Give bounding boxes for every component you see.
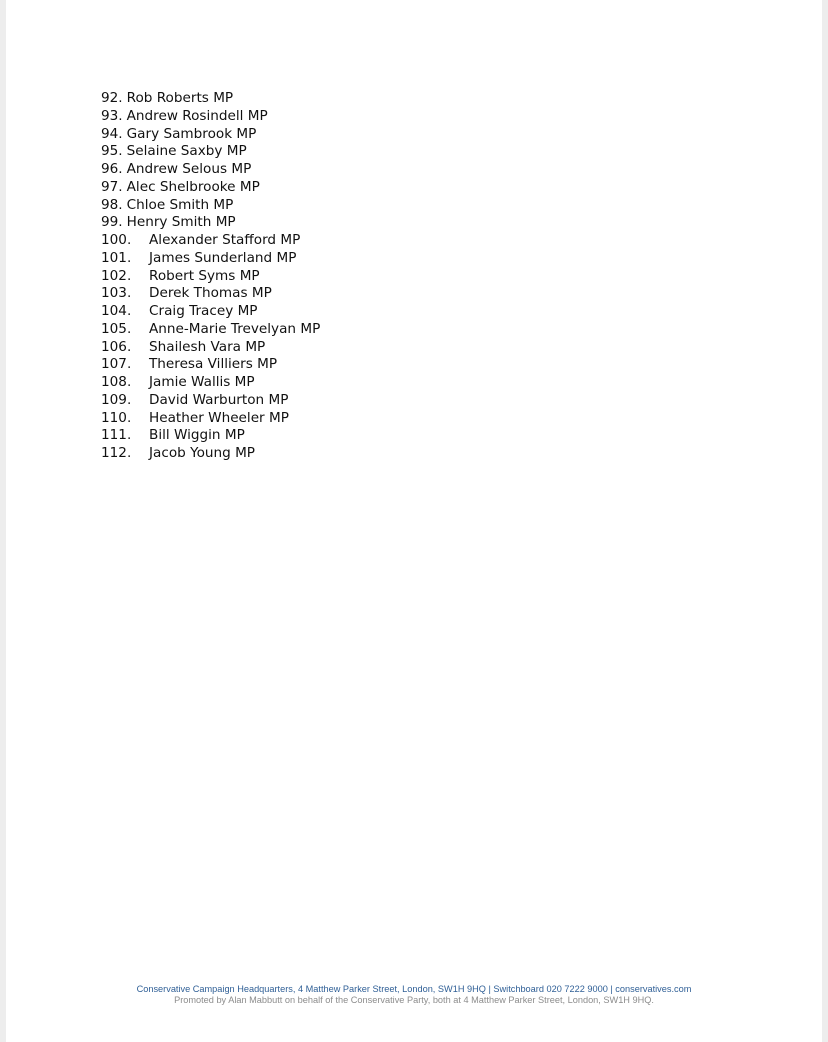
list-number: 92. (101, 90, 123, 106)
list-item (101, 126, 320, 144)
member-name: David Warburton MP (149, 391, 289, 408)
list-item (101, 250, 320, 268)
list-item (101, 179, 320, 197)
list-number: 98. (101, 196, 123, 213)
list-number: 96. (101, 161, 123, 177)
member-name: Rob Roberts MP (126, 90, 234, 106)
member-name: James Sunderland MP (149, 249, 297, 266)
member-name: Heather Wheeler MP (149, 409, 289, 426)
member-name: Derek Thomas MP (149, 285, 272, 302)
member-name: Alexander Stafford MP (149, 232, 301, 248)
list-item (101, 321, 320, 339)
member-name: Bill Wiggin MP (149, 427, 245, 444)
list-number: 102. (101, 267, 132, 284)
list-item (101, 427, 320, 445)
member-name: Shailesh Vara MP (149, 338, 266, 355)
list-item (101, 214, 320, 232)
list-item (101, 232, 320, 250)
member-name: Gary Sambrook MP (126, 125, 257, 142)
list-item (101, 143, 320, 161)
list-number: 105. (101, 320, 132, 337)
list-number: 106. (101, 338, 132, 355)
list-number: 100. (101, 232, 132, 248)
list-item (101, 197, 320, 215)
member-name: Jamie Wallis MP (149, 374, 255, 390)
footer-promoted-by: Promoted by Alan Mabbutt on behalf of the Conservative Party, both at 4 Matthew Parker Street, London, SW1H 9HQ. (174, 995, 654, 1005)
list-number: 101. (101, 249, 132, 266)
list-item (101, 108, 320, 126)
list-number: 104. (101, 303, 132, 319)
list-item (101, 339, 320, 357)
member-name: Craig Tracey MP (149, 303, 258, 319)
list-number: 94. (101, 125, 123, 142)
list-number: 95. (101, 143, 123, 160)
list-item (101, 445, 320, 463)
list-item (101, 356, 320, 374)
list-item (101, 90, 320, 108)
member-name: Anne-Marie Trevelyan MP (149, 320, 321, 337)
list-item (101, 374, 320, 392)
member-name: Alec Shelbrooke MP (126, 178, 260, 195)
list-item (101, 410, 320, 428)
member-name: Andrew Rosindell MP (126, 107, 268, 124)
list-number: 112. (101, 445, 132, 461)
list-item (101, 268, 320, 286)
member-name: Andrew Selous MP (126, 161, 252, 177)
list-item (101, 285, 320, 303)
footer-address: Conservative Campaign Headquarters, 4 Matthew Parker Street, London, SW1H 9HQ | Switchboard 020 7222 9000 | conservatives.com (136, 984, 692, 994)
mp-list (101, 90, 320, 463)
member-name: Robert Syms MP (149, 267, 260, 284)
page-footer (6, 983, 822, 1006)
member-name: Selaine Saxby MP (126, 143, 247, 160)
member-name: Jacob Young MP (149, 445, 256, 461)
list-number: 111. (101, 427, 132, 444)
list-number: 109. (101, 391, 132, 408)
list-number: 103. (101, 285, 132, 302)
member-name: Henry Smith MP (126, 214, 236, 231)
list-number: 93. (101, 107, 123, 124)
list-item (101, 161, 320, 179)
document-page (6, 0, 822, 1042)
list-item (101, 392, 320, 410)
list-number: 99. (101, 214, 123, 231)
member-name: Theresa Villiers MP (149, 356, 278, 373)
list-number: 110. (101, 409, 132, 426)
list-number: 107. (101, 356, 132, 373)
member-name: Chloe Smith MP (126, 196, 234, 213)
list-number: 97. (101, 178, 123, 195)
list-number: 108. (101, 374, 132, 390)
list-item (101, 303, 320, 321)
